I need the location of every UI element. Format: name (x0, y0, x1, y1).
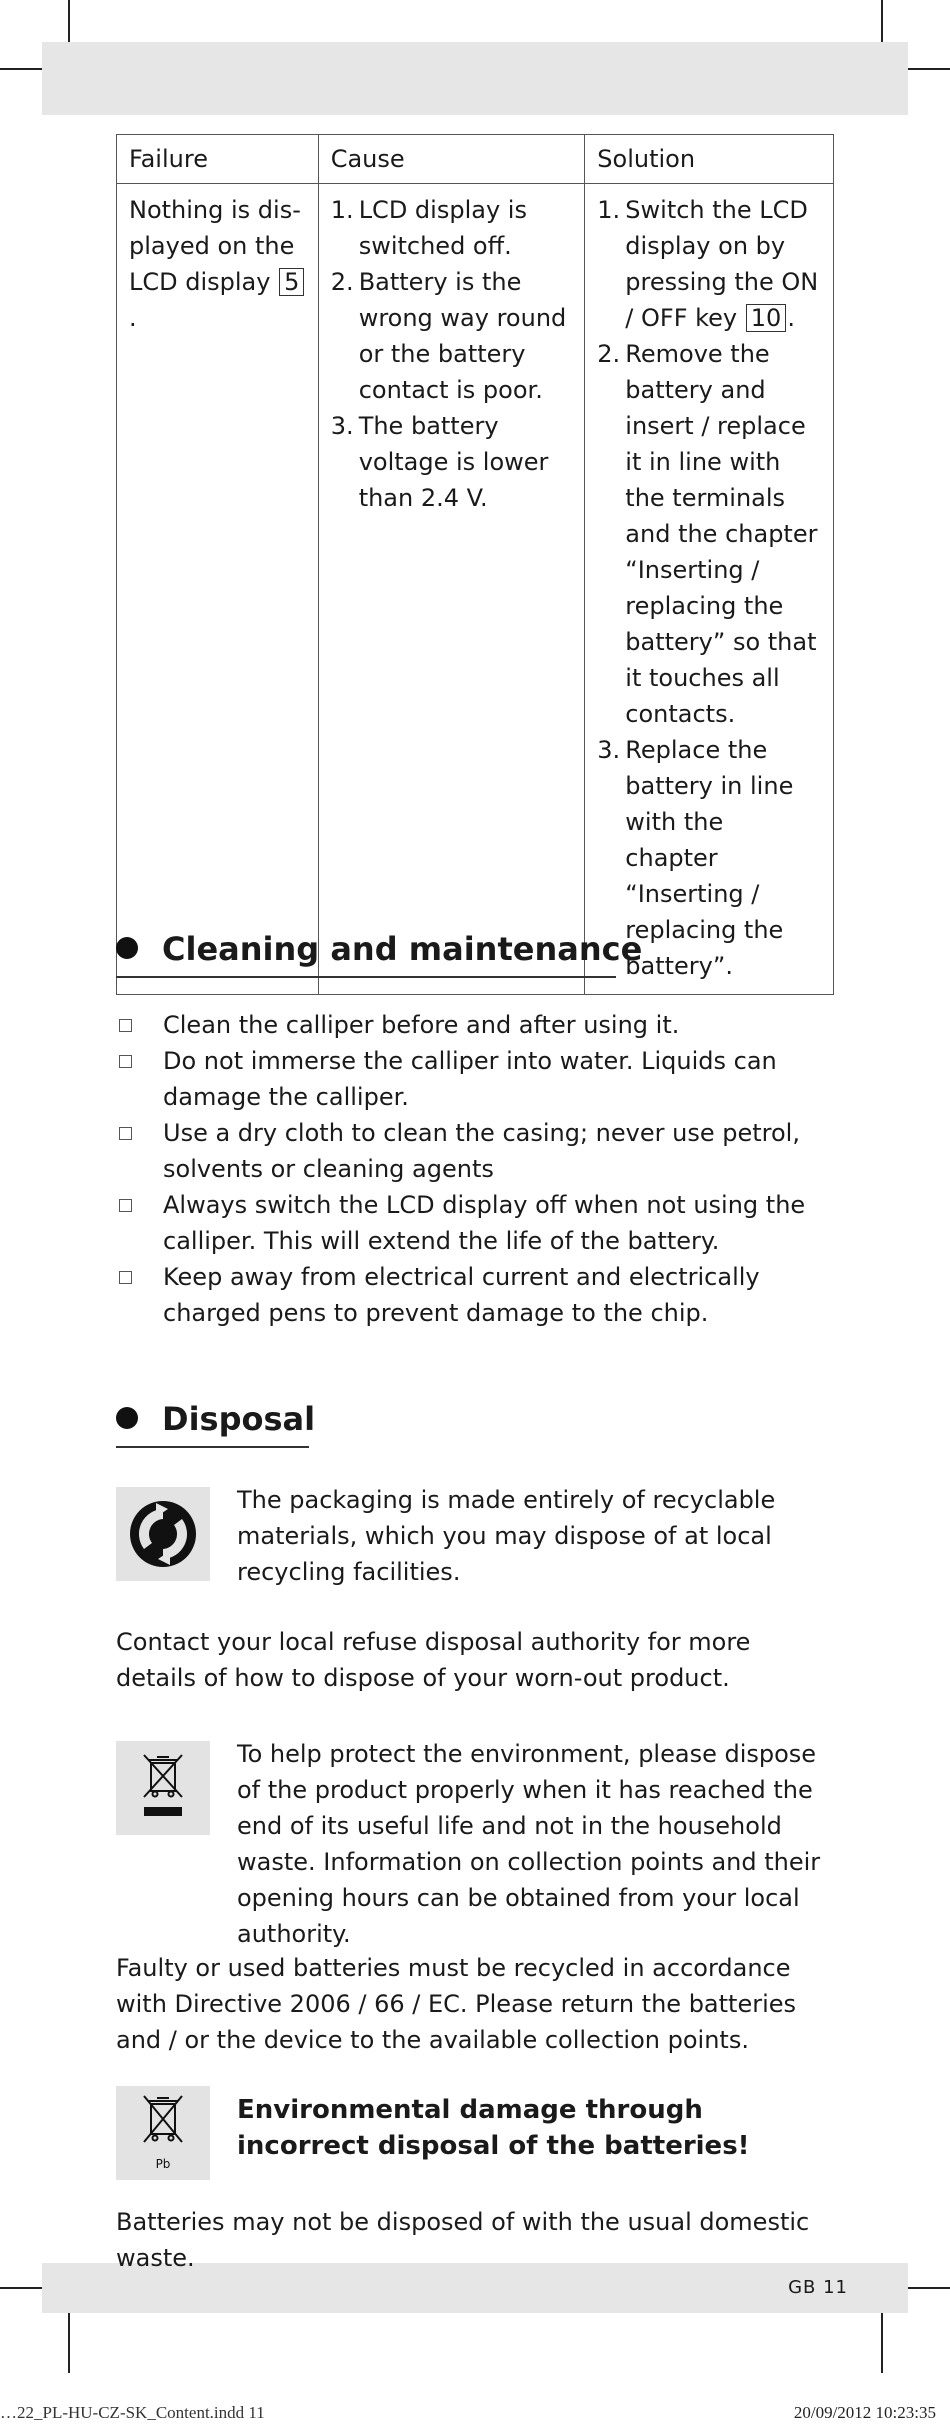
checkbox-bullet-icon (119, 1271, 132, 1284)
batteries-text: Faulty or used batteries must be recycled in accordance with Directive 2006 / 66 / EC. Please return the batteries and / or the device to the available collection points. (116, 1954, 797, 2054)
checkbox-bullet-icon (119, 1199, 132, 1212)
table-header-row (117, 135, 834, 184)
disposal-heading: Disposal (116, 1400, 315, 1438)
list-item: 1. Switch the LCD display on by pressing the ON / OFF key 10 . (597, 196, 819, 332)
list-item: Keep away from electrical current and electrically charged pens to prevent damage to the chip. (116, 1259, 834, 1331)
crop-mark (0, 2287, 44, 2289)
list-item: Do not immerse the calliper into water. Liquids can damage the calliper. (116, 1043, 834, 1115)
green-dot-recycling-icon (116, 1487, 210, 1581)
cause-cell (318, 184, 585, 995)
contact-text: Contact your local refuse disposal authority for more details of how to dispose of your worn-out product. (116, 1628, 751, 1692)
reference-box: 10 (746, 304, 787, 332)
environment-text: To help protect the environment, please dispose of the product properly when it has reached the end of its useful life and not in the household waste. Information on collection points and their opening hours can be obtained from your local authority. (237, 1740, 821, 1948)
failure-text: Nothing is dis- (129, 196, 301, 224)
crop-mark (906, 68, 950, 70)
crop-mark (881, 0, 883, 44)
packaging-text: The packaging is made entirely of recyclable materials, which you may dispose of at local recycling facilities. (237, 1486, 776, 1586)
reference-box: 5 (279, 268, 304, 296)
header-cause: Cause (318, 135, 585, 184)
list-item: 3. Replace the battery in line with the chapter “Inserting / replacing the battery”. (597, 736, 794, 980)
solution-cell (585, 184, 834, 995)
header-failure: Failure (117, 135, 319, 184)
footer-file-name: …22_PL-HU-CZ-SK_Content.indd 11 (0, 2403, 265, 2422)
list-item: Always switch the LCD display off when not using the calliper. This will extend the life of the battery. (116, 1187, 834, 1259)
troubleshooting-table (116, 134, 834, 995)
list-item: Clean the calliper before and after using it. (116, 1007, 834, 1043)
heading-underline (116, 1446, 309, 1448)
heading-bullet (116, 937, 138, 959)
header-band (42, 42, 908, 115)
cleaning-heading: Cleaning and maintenance (116, 930, 642, 968)
failure-cell: Nothing is dis- played on the LCD display 5. (117, 184, 319, 995)
crop-mark (881, 2313, 883, 2373)
pb-label: Pb (155, 2157, 171, 2171)
failure-text: played on the (129, 232, 295, 260)
heading-underline (116, 976, 616, 978)
crop-mark (68, 0, 70, 44)
page-number: GB 11 (788, 2277, 848, 2298)
domestic-waste-text: Batteries may not be disposed of with the usual domestic waste. (116, 2208, 810, 2272)
cleaning-list (116, 1007, 834, 1331)
list-item: 1. LCD display is switched off. (330, 196, 527, 260)
crop-mark (68, 2313, 70, 2373)
footer-timestamp: 20/09/2012 10:23:35 (793, 2403, 936, 2422)
solution-list (597, 192, 821, 984)
list-item: Use a dry cloth to clean the casing; never use petrol, solvents or cleaning agents (116, 1115, 834, 1187)
checkbox-bullet-icon (119, 1055, 132, 1068)
list-item: 2. Battery is the wrong way round or the battery contact is poor. (330, 268, 567, 404)
heading-bullet (116, 1407, 138, 1429)
crop-mark (906, 2287, 950, 2289)
battery-warning: Environmental damage through incorrect disposal of the batteries! (237, 2095, 750, 2161)
checkbox-bullet-icon (119, 1019, 132, 1032)
failure-text: LCD display (129, 268, 271, 296)
crossed-bin-icon (116, 1741, 210, 1835)
crop-mark (0, 68, 44, 70)
table-row (117, 184, 834, 995)
cause-list (331, 192, 573, 516)
list-item: 3. The battery voltage is lower than 2.4 V. (330, 412, 549, 512)
list-item: 2. Remove the battery and insert / replace it in line with the terminals and the chapter “Inserting / replacing the battery” so that it touches all contacts. (597, 340, 818, 728)
crossed-bin-pb-icon (116, 2086, 210, 2180)
checkbox-bullet-icon (119, 1127, 132, 1140)
header-solution: Solution (585, 135, 834, 184)
